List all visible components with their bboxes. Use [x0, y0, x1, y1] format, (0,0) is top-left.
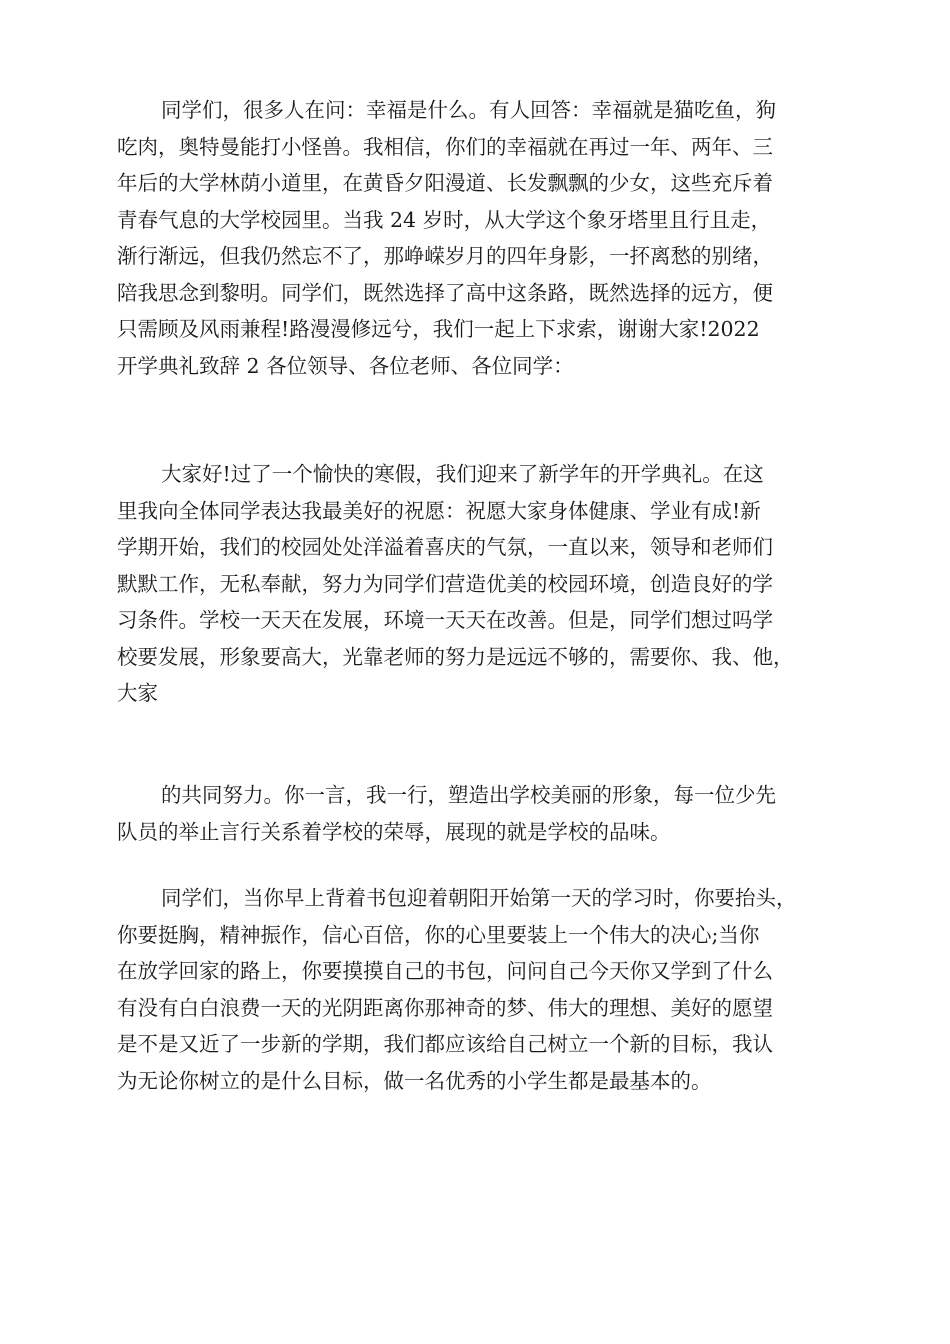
text-line: 习条件。学校一天天在发展，环境一天天在改善。但是，同学们想过吗学 — [117, 608, 773, 632]
text-line: 你要挺胸，精神振作，信心百倍，你的心里要装上一个伟大的决心;当你 — [117, 922, 760, 947]
text-line: 青春气息的大学校园里。当我 24 岁时，从大学这个象牙塔里且行且走， — [117, 207, 772, 232]
text-line: 学期开始，我们的校园处处洋溢着喜庆的气氛，一直以来，领导和老师们 — [117, 535, 773, 559]
text-line: 在放学回家的路上，你要摸摸自己的书包，问问自己今天你又学到了什么 — [117, 959, 773, 983]
text-line: 队员的举止言行关系着学校的荣辱，展现的就是学校的品味。 — [117, 819, 671, 844]
text-line: 大家 — [117, 681, 158, 705]
text-line: 同学们，很多人在问：幸福是什么。有人回答：幸福就是猫吃鱼，狗 — [161, 98, 776, 122]
paragraph-happiness — [117, 92, 857, 384]
text-line: 校要发展，形象要高大，光靠老师的努力是远远不够的，需要你、我、他， — [117, 644, 794, 669]
text-line: 吃肉，奥特曼能打小怪兽。我相信，你们的幸福就在再过一年、两年、三 — [117, 134, 773, 159]
text-line: 有没有白白浪费一天的光阴距离你那神奇的梦、伟大的理想、美好的愿望 — [117, 995, 773, 1020]
text-line: 的共同努力。你一言，我一行，塑造出学校美丽的形象，每一位少先 — [161, 783, 776, 807]
text-line: 默默工作，无私奉献，努力为同学们营造优美的校园环境，创造良好的学 — [117, 571, 773, 596]
text-line: 陪我思念到黎明。同学们，既然选择了高中这条路，既然选择的远方，便 — [117, 280, 773, 305]
text-line: 渐行渐远，但我仍然忘不了，那峥嵘岁月的四年身影，一抔离愁的别绪， — [117, 244, 773, 268]
text-line: 开学典礼致辞 2 各位领导、各位老师、各位同学： — [117, 353, 574, 378]
text-line: 年后的大学林荫小道里，在黄昏夕阳漫道、长发飘飘的少女，这些充斥着 — [117, 171, 773, 195]
text-line: 里我向全体同学表达我最美好的祝愿：祝愿大家身体健康、学业有成!新 — [117, 498, 761, 523]
text-line: 大家好!过了一个愉快的寒假，我们迎来了新学年的开学典礼。在这 — [161, 462, 764, 486]
text-line: 是不是又近了一步新的学期，我们都应该给自己树立一个新的目标，我认 — [117, 1032, 773, 1056]
paragraph-greeting — [117, 456, 857, 712]
paragraph-joint-effort — [117, 777, 857, 850]
text-line: 同学们，当你早上背着书包迎着朝阳开始第一天的学习时，你要抬头， — [161, 886, 797, 910]
text-line: 为无论你树立的是什么目标，做一名优秀的小学生都是最基本的。 — [117, 1068, 712, 1093]
paragraph-goals — [117, 880, 857, 1099]
text-line: 只需顾及风雨兼程!路漫漫修远兮，我们一起上下求索，谢谢大家!2022 — [117, 317, 760, 341]
